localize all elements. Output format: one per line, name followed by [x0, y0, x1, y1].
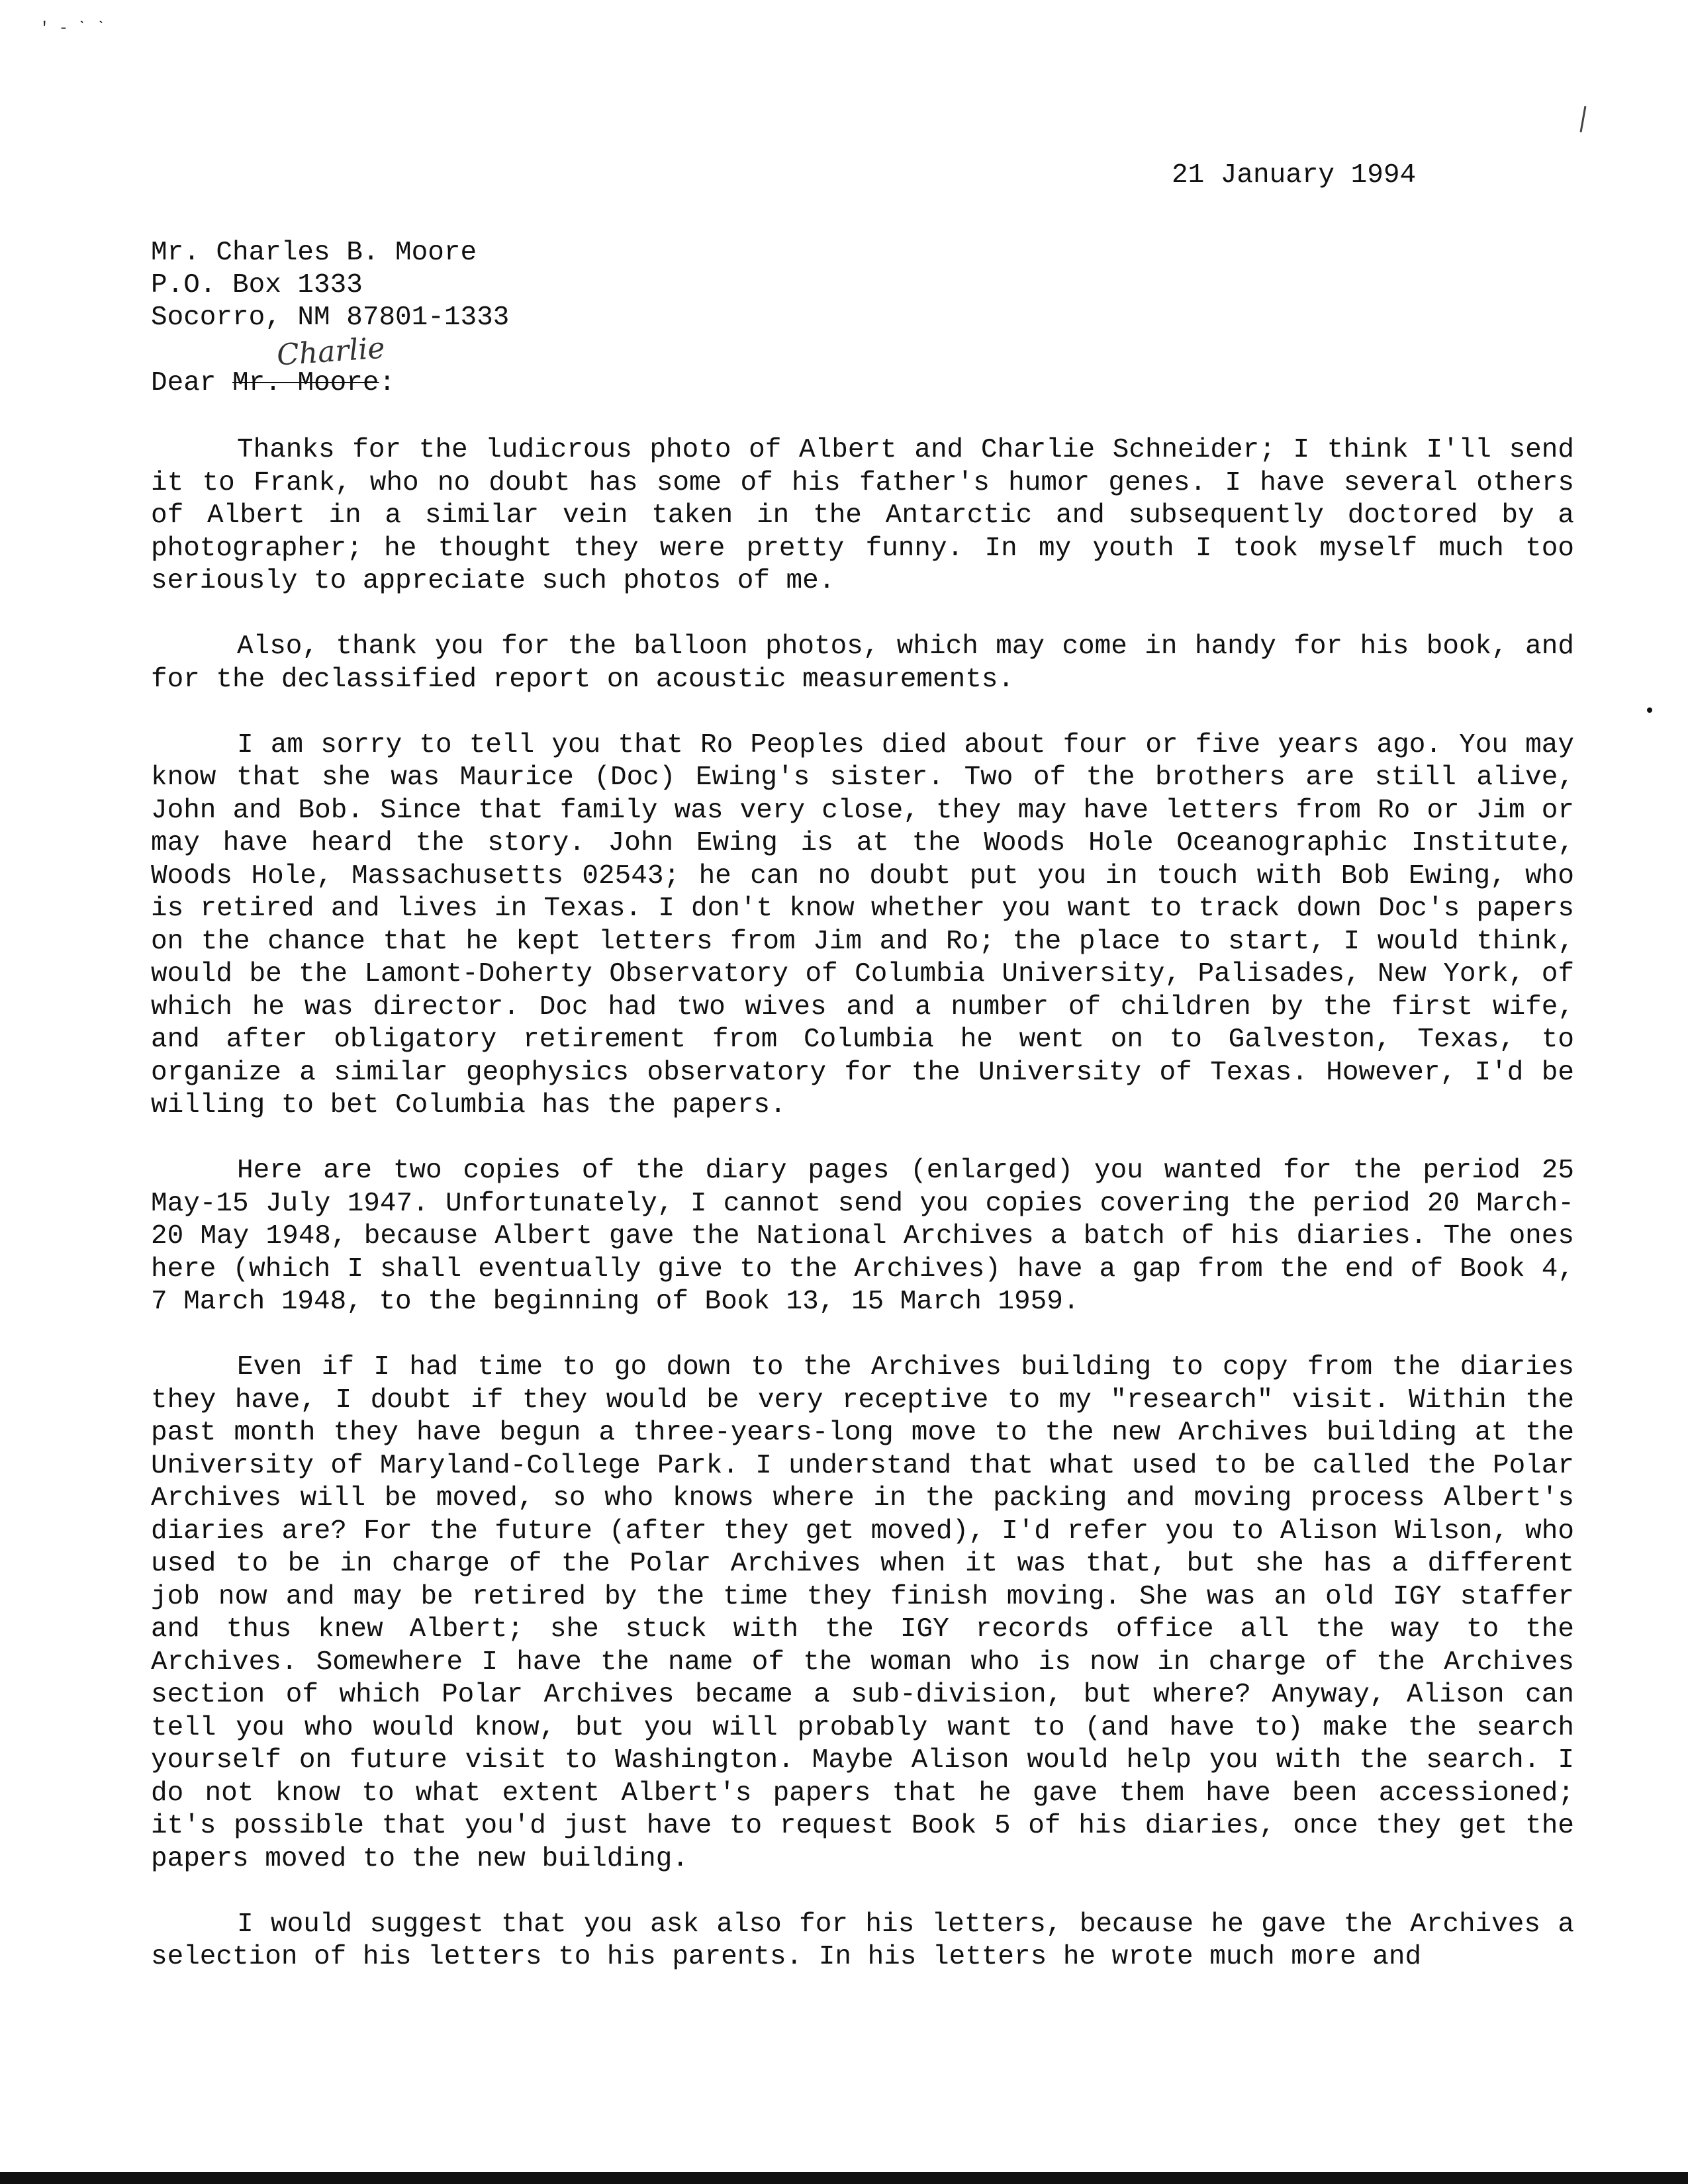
scan-stray-dot — [1647, 707, 1652, 713]
salutation-prefix: Dear — [151, 368, 233, 398]
recipient-name: Mr. Charles B. Moore — [151, 238, 477, 268]
scan-edge-mark — [1580, 106, 1587, 132]
paragraph-letters: I would suggest that you ask also for his letters, because he gave the Archives a selection of his letters to his parents. In his letters he wrote much more and — [151, 1909, 1574, 1972]
paragraph-balloon-photos: Also, thank you for the balloon photos, which may come in handy for his book, and for the declassified report on acoustic measurements. — [151, 631, 1574, 695]
scan-bottom-edge — [0, 2172, 1688, 2184]
recipient-address — [151, 237, 509, 334]
recipient-city: Socorro, NM 87801-1333 — [151, 302, 510, 333]
scan-corner-marks: ' ‑ ˋ ˋ — [40, 20, 107, 38]
salutation — [151, 368, 395, 398]
paragraph-ewing-family: I am sorry to tell you that Ro Peoples died about four or five years ago. You may know that she was Maurice (Doc) Ewing's sister. Two of the brothers are still alive, John and Bob. Since that family was very close, they may have letters from Ro or Jim or may have heard the story. John Ewing is at the Woods Hole Oceanographic Institute, Woods Hole, Massachusetts 02543; he can no doubt put you in touch with Bob Ewing, who is retired and lives in Texas. I don't know whether you want to track down Doc's papers on the chance that he kept letters from Jim and Ro; the place to start, I would think, would be the Lamont-Doherty Observatory of Columbia University, Palisades, New York, of which he was director. Doc had two wives and a number of children by the first wife, and after obligatory retirement from Columbia he went on to Galveston, Texas, to organize a similar geophysics observatory for the University of Texas. However, I'd be willing to bet Columbia has the papers. — [151, 729, 1574, 1120]
recipient-po-box: P.O. Box 1333 — [151, 270, 363, 300]
handwritten-correction: Charlie — [275, 331, 387, 373]
salutation-suffix: : — [379, 368, 396, 398]
paragraph-diary-pages: Here are two copies of the diary pages (enlarged) you wanted for the period 25 May-15 July 1947. Unfortunately, I cannot send you copies covering the period 20 March-20 May 1948, because Albert gave the National Archives a batch of his diaries. The ones here (which I shall eventually give to the Archives) have a gap from the end of Book 4, 7 March 1948, to the beginning of Book 13, 15 March 1959. — [151, 1156, 1574, 1317]
salutation-struck-name: Mr. Moore — [232, 368, 379, 398]
paragraph-archives: Even if I had time to go down to the Archives building to copy from the diaries they have, I doubt if they would be very receptive to my "research" visit. Within the past month they have begun a three-years-long move to the new Archives building at the University of Maryland-College Park. I understand that what used to be called the Polar Archives will be moved, so who knows where in the packing and moving process Albert's diaries are? For the future (after they get moved), I'd refer you to Alison Wilson, who used to be in charge of the Polar Archives when it was that, but she has a different job now and may be retired by the time they finish moving. She was an old IGY staffer and thus knew Albert; she stuck with the IGY records office all the way to the Archives. Somewhere I have the name of the woman who is now in charge of the Archives section of which Polar Archives became a sub-division, but where? Anyway, Alison can tell you who would know, but you will probably want to (and have to) make the search yourself on future visit to Washington. Maybe Alison would help you with the search. I do not know to what extent Albert's papers that he gave them have been accessioned; it's possible that you'd just have to request Book 5 of his diaries, once they get the papers moved to the new building. — [151, 1352, 1574, 1874]
paragraph-photo-thanks: Thanks for the ludicrous photo of Albert and Charlie Schneider; I think I'll send it to Frank, who no doubt has some of his father's humor genes. I have several others of Albert in a similar vein taken in the Antarctic and subsequently doctored by a photographer; he thought they were pretty funny. In my youth I took myself much too seriously to appreciate such photos of me. — [151, 435, 1574, 596]
letter-date: 21 January 1994 — [1172, 160, 1417, 191]
letter-body — [151, 434, 1574, 2007]
